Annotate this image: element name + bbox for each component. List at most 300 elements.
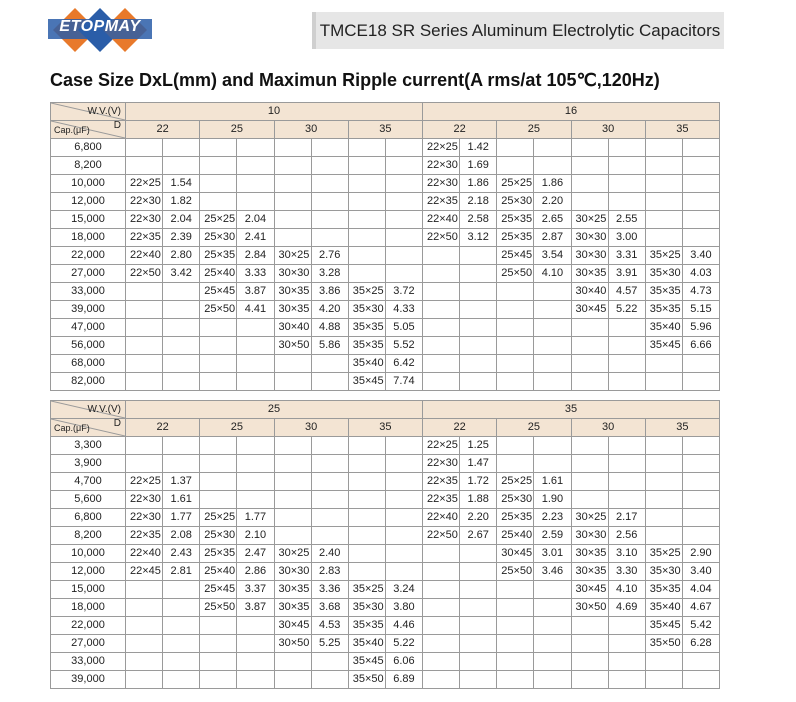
ripple-current-cell xyxy=(460,247,497,265)
ripple-current-cell: 3.91 xyxy=(608,265,645,283)
ripple-current-cell xyxy=(608,139,645,157)
case-size-cell xyxy=(126,437,163,455)
ripple-current-cell xyxy=(682,527,719,545)
case-size-cell: 35×40 xyxy=(348,635,385,653)
case-size-cell: 30×50 xyxy=(274,337,311,355)
ripple-current-cell: 5.42 xyxy=(682,617,719,635)
case-size-cell: 22×50 xyxy=(126,265,163,283)
case-size-cell xyxy=(348,509,385,527)
ripple-current-cell xyxy=(608,373,645,391)
case-size-cell xyxy=(645,671,682,689)
ripple-current-cell xyxy=(682,175,719,193)
capacitance-cell: 56,000 xyxy=(51,337,126,355)
table-row xyxy=(51,157,720,175)
ripple-current-cell xyxy=(608,319,645,337)
case-size-cell: 30×35 xyxy=(571,265,608,283)
case-size-cell xyxy=(200,653,237,671)
case-size-cell xyxy=(571,473,608,491)
case-size-cell xyxy=(200,635,237,653)
capacitance-cell: 82,000 xyxy=(51,373,126,391)
corner-cap-cell xyxy=(51,121,126,139)
case-size-cell xyxy=(497,373,534,391)
case-size-cell xyxy=(497,455,534,473)
ripple-current-cell xyxy=(311,455,348,473)
case-size-cell xyxy=(571,455,608,473)
case-size-cell: 35×30 xyxy=(348,301,385,319)
ripple-current-cell: 1.90 xyxy=(534,491,571,509)
case-size-cell xyxy=(423,617,460,635)
case-size-cell xyxy=(497,617,534,635)
case-size-cell: 22×50 xyxy=(423,229,460,247)
case-size-cell xyxy=(645,373,682,391)
ripple-current-cell: 2.18 xyxy=(460,193,497,211)
ripple-current-cell: 2.17 xyxy=(608,509,645,527)
ripple-current-cell xyxy=(682,355,719,373)
case-size-cell xyxy=(126,635,163,653)
d-label: D xyxy=(113,120,121,131)
ripple-current-cell: 2.41 xyxy=(237,229,274,247)
case-size-cell xyxy=(423,599,460,617)
logo-text: ETOPMAY xyxy=(59,18,141,35)
case-size-cell xyxy=(645,157,682,175)
case-size-cell: 35×45 xyxy=(645,337,682,355)
ripple-current-cell xyxy=(237,491,274,509)
case-size-cell: 30×30 xyxy=(571,229,608,247)
case-size-cell xyxy=(348,473,385,491)
ripple-current-cell xyxy=(460,301,497,319)
table-row xyxy=(51,355,720,373)
ripple-current-cell: 6.28 xyxy=(682,635,719,653)
diameter-header: 22 xyxy=(423,121,497,139)
ripple-current-cell xyxy=(385,193,422,211)
ripple-current-cell: 3.87 xyxy=(237,599,274,617)
case-size-cell xyxy=(423,265,460,283)
ripple-current-cell: 2.87 xyxy=(534,229,571,247)
ripple-current-cell xyxy=(608,491,645,509)
ripple-current-cell xyxy=(385,455,422,473)
diameter-header: 35 xyxy=(348,419,422,437)
ripple-current-cell xyxy=(460,355,497,373)
case-size-cell: 30×35 xyxy=(571,545,608,563)
case-size-cell xyxy=(126,139,163,157)
case-size-cell: 25×25 xyxy=(497,473,534,491)
corner-cap-cell xyxy=(51,419,126,437)
table-row xyxy=(51,265,720,283)
case-size-cell: 30×30 xyxy=(274,563,311,581)
ripple-current-cell: 3.12 xyxy=(460,229,497,247)
diameter-header: 25 xyxy=(497,121,571,139)
case-size-cell xyxy=(645,229,682,247)
ripple-current-cell: 2.04 xyxy=(237,211,274,229)
case-size-cell: 22×30 xyxy=(423,175,460,193)
ripple-current-cell xyxy=(163,337,200,355)
ripple-current-cell: 1.77 xyxy=(163,509,200,527)
case-size-cell: 30×45 xyxy=(571,581,608,599)
ripple-current-cell xyxy=(311,437,348,455)
case-size-cell: 25×50 xyxy=(200,599,237,617)
ripple-current-cell xyxy=(385,563,422,581)
case-size-cell: 35×35 xyxy=(348,319,385,337)
case-size-cell xyxy=(423,355,460,373)
diameter-header: 35 xyxy=(645,419,719,437)
ripple-current-cell xyxy=(682,157,719,175)
ripple-current-cell: 2.76 xyxy=(311,247,348,265)
ripple-current-cell xyxy=(237,653,274,671)
case-size-cell xyxy=(645,193,682,211)
ripple-current-cell xyxy=(385,247,422,265)
ripple-current-cell xyxy=(163,635,200,653)
case-size-cell: 25×35 xyxy=(200,247,237,265)
capacitance-cell: 39,000 xyxy=(51,301,126,319)
ripple-current-cell: 4.46 xyxy=(385,617,422,635)
case-size-cell xyxy=(200,491,237,509)
ripple-current-cell: 2.90 xyxy=(682,545,719,563)
case-size-cell: 30×45 xyxy=(274,617,311,635)
case-size-cell xyxy=(348,527,385,545)
case-size-cell: 35×40 xyxy=(645,319,682,337)
case-size-cell: 25×40 xyxy=(200,265,237,283)
ripple-current-cell xyxy=(311,193,348,211)
ripple-current-cell xyxy=(460,265,497,283)
ripple-current-cell: 3.31 xyxy=(608,247,645,265)
case-size-cell: 25×25 xyxy=(200,509,237,527)
case-size-cell: 25×40 xyxy=(497,527,534,545)
ripple-current-cell xyxy=(460,283,497,301)
case-size-cell xyxy=(497,599,534,617)
case-size-cell: 35×35 xyxy=(348,337,385,355)
ripple-current-cell xyxy=(682,193,719,211)
table-row xyxy=(51,527,720,545)
case-size-cell xyxy=(348,563,385,581)
case-size-cell: 30×50 xyxy=(571,599,608,617)
table-row xyxy=(51,301,720,319)
ripple-current-cell: 2.58 xyxy=(460,211,497,229)
ripple-current-cell: 2.43 xyxy=(163,545,200,563)
diameter-header: 30 xyxy=(274,419,348,437)
case-size-cell xyxy=(423,301,460,319)
diameter-header-row xyxy=(51,121,720,139)
case-size-cell xyxy=(126,337,163,355)
case-size-cell xyxy=(423,319,460,337)
case-size-cell: 25×30 xyxy=(200,229,237,247)
ripple-current-cell xyxy=(682,491,719,509)
ripple-current-cell xyxy=(163,581,200,599)
ripple-current-cell xyxy=(311,355,348,373)
ripple-current-cell: 6.89 xyxy=(385,671,422,689)
case-size-cell xyxy=(571,617,608,635)
ripple-current-cell xyxy=(534,319,571,337)
capacitance-cell: 3,900 xyxy=(51,455,126,473)
case-size-cell xyxy=(645,437,682,455)
case-size-cell xyxy=(348,229,385,247)
ripple-current-cell xyxy=(237,617,274,635)
case-size-cell xyxy=(126,653,163,671)
ripple-current-cell: 2.59 xyxy=(534,527,571,545)
case-size-cell: 30×45 xyxy=(497,545,534,563)
table-row xyxy=(51,563,720,581)
case-size-cell: 35×25 xyxy=(645,545,682,563)
case-size-cell xyxy=(423,563,460,581)
case-size-cell xyxy=(497,355,534,373)
case-size-cell: 25×30 xyxy=(497,491,534,509)
case-size-cell xyxy=(126,319,163,337)
ripple-current-cell xyxy=(385,527,422,545)
case-size-cell xyxy=(274,527,311,545)
capacitance-cell: 27,000 xyxy=(51,265,126,283)
ripple-current-cell xyxy=(385,265,422,283)
table-row xyxy=(51,373,720,391)
case-size-cell xyxy=(571,175,608,193)
ripple-current-cell xyxy=(608,175,645,193)
diameter-header: 25 xyxy=(200,121,274,139)
ripple-current-cell: 7.74 xyxy=(385,373,422,391)
ripple-current-cell xyxy=(311,671,348,689)
case-size-cell xyxy=(497,437,534,455)
case-size-cell xyxy=(571,319,608,337)
ripple-current-cell: 3.01 xyxy=(534,545,571,563)
case-size-cell xyxy=(274,157,311,175)
capacitance-cell: 27,000 xyxy=(51,635,126,653)
case-size-cell: 22×40 xyxy=(126,247,163,265)
case-size-cell xyxy=(423,247,460,265)
ripple-current-cell: 1.61 xyxy=(534,473,571,491)
voltage-header: 16 xyxy=(423,103,720,121)
ripple-current-cell xyxy=(311,653,348,671)
ripple-current-cell xyxy=(163,301,200,319)
ripple-current-cell xyxy=(163,139,200,157)
case-size-cell xyxy=(348,211,385,229)
case-size-cell xyxy=(645,491,682,509)
ripple-current-cell: 5.22 xyxy=(608,301,645,319)
document-title: TMCE18 SR Series Aluminum Electrolytic Capacitors xyxy=(312,12,724,49)
case-size-cell xyxy=(126,599,163,617)
case-size-cell xyxy=(571,671,608,689)
ripple-current-cell xyxy=(311,373,348,391)
ripple-current-cell xyxy=(460,373,497,391)
ripple-current-cell: 4.03 xyxy=(682,265,719,283)
ripple-current-cell: 1.69 xyxy=(460,157,497,175)
diameter-header-row xyxy=(51,419,720,437)
ripple-current-cell xyxy=(237,139,274,157)
case-size-cell: 22×30 xyxy=(126,193,163,211)
ripple-current-cell xyxy=(534,355,571,373)
case-size-cell: 22×25 xyxy=(423,139,460,157)
ripple-current-cell: 4.41 xyxy=(237,301,274,319)
ripple-current-cell: 4.57 xyxy=(608,283,645,301)
case-size-cell: 35×35 xyxy=(348,617,385,635)
table-row xyxy=(51,473,720,491)
ripple-current-cell xyxy=(534,671,571,689)
case-size-cell xyxy=(497,319,534,337)
capacitance-cell: 18,000 xyxy=(51,229,126,247)
case-size-cell xyxy=(274,473,311,491)
case-size-cell: 35×40 xyxy=(645,599,682,617)
ripple-current-cell xyxy=(237,355,274,373)
capacitance-cell: 18,000 xyxy=(51,599,126,617)
ripple-current-cell: 2.55 xyxy=(608,211,645,229)
ripple-current-cell xyxy=(608,455,645,473)
ripple-current-cell xyxy=(608,355,645,373)
case-size-cell xyxy=(423,581,460,599)
ripple-current-cell: 1.47 xyxy=(460,455,497,473)
ripple-current-cell: 5.22 xyxy=(385,635,422,653)
capacitance-cell: 3,300 xyxy=(51,437,126,455)
ripple-current-cell: 2.20 xyxy=(534,193,571,211)
ripple-current-cell xyxy=(163,437,200,455)
diameter-header: 25 xyxy=(497,419,571,437)
case-size-cell xyxy=(497,139,534,157)
ripple-current-cell: 1.82 xyxy=(163,193,200,211)
capacitance-cell: 12,000 xyxy=(51,193,126,211)
case-size-cell xyxy=(348,545,385,563)
ripple-current-cell xyxy=(163,455,200,473)
ripple-current-cell: 3.00 xyxy=(608,229,645,247)
ripple-current-cell xyxy=(311,229,348,247)
voltage-header: 35 xyxy=(423,401,720,419)
case-size-cell xyxy=(348,175,385,193)
case-size-cell xyxy=(274,211,311,229)
ripple-current-cell: 5.96 xyxy=(682,319,719,337)
diameter-header: 22 xyxy=(126,121,200,139)
case-size-cell xyxy=(423,653,460,671)
capacitance-cell: 33,000 xyxy=(51,283,126,301)
case-size-cell: 22×40 xyxy=(423,509,460,527)
case-size-cell xyxy=(497,581,534,599)
ripple-current-cell xyxy=(608,635,645,653)
ripple-current-cell xyxy=(608,437,645,455)
case-size-cell xyxy=(274,653,311,671)
case-size-cell xyxy=(497,157,534,175)
case-size-cell xyxy=(497,337,534,355)
ripple-current-cell xyxy=(311,139,348,157)
ripple-current-cell xyxy=(608,671,645,689)
case-size-cell xyxy=(200,455,237,473)
ripple-current-cell xyxy=(682,455,719,473)
case-size-cell xyxy=(645,139,682,157)
ripple-current-cell xyxy=(237,319,274,337)
case-size-cell xyxy=(645,653,682,671)
ripple-current-cell: 5.52 xyxy=(385,337,422,355)
ripple-table-25v-35v xyxy=(50,400,720,689)
ripple-current-cell xyxy=(682,211,719,229)
ripple-current-cell: 4.73 xyxy=(682,283,719,301)
case-size-cell: 30×25 xyxy=(274,545,311,563)
case-size-cell xyxy=(200,175,237,193)
case-size-cell xyxy=(348,193,385,211)
case-size-cell: 35×30 xyxy=(645,563,682,581)
ripple-current-cell: 1.54 xyxy=(163,175,200,193)
ripple-current-cell xyxy=(237,437,274,455)
case-size-cell xyxy=(200,157,237,175)
ripple-current-cell: 3.80 xyxy=(385,599,422,617)
ripple-current-cell: 2.10 xyxy=(237,527,274,545)
case-size-cell: 35×25 xyxy=(645,247,682,265)
ripple-current-cell: 6.66 xyxy=(682,337,719,355)
table-row xyxy=(51,599,720,617)
ripple-current-cell: 2.08 xyxy=(163,527,200,545)
ripple-current-cell xyxy=(608,473,645,491)
case-size-cell xyxy=(274,139,311,157)
case-size-cell: 30×40 xyxy=(274,319,311,337)
case-size-cell xyxy=(571,355,608,373)
case-size-cell: 22×45 xyxy=(126,563,163,581)
diameter-header: 22 xyxy=(126,419,200,437)
table-row xyxy=(51,319,720,337)
capacitance-cell: 6,800 xyxy=(51,509,126,527)
ripple-current-cell xyxy=(163,373,200,391)
ripple-current-cell: 2.47 xyxy=(237,545,274,563)
case-size-cell xyxy=(645,527,682,545)
ripple-current-cell: 2.23 xyxy=(534,509,571,527)
ripple-current-cell: 3.40 xyxy=(682,563,719,581)
ripple-current-cell xyxy=(385,175,422,193)
diameter-header: 22 xyxy=(423,419,497,437)
case-size-cell: 22×35 xyxy=(126,527,163,545)
case-size-cell xyxy=(126,355,163,373)
case-size-cell: 25×30 xyxy=(497,193,534,211)
case-size-cell xyxy=(126,373,163,391)
ripple-current-cell: 5.15 xyxy=(682,301,719,319)
ripple-current-cell xyxy=(237,473,274,491)
ripple-current-cell xyxy=(385,157,422,175)
ripple-current-cell: 3.24 xyxy=(385,581,422,599)
wv-label: W.V.(V) xyxy=(87,404,121,415)
case-size-cell xyxy=(571,157,608,175)
ripple-current-cell xyxy=(385,139,422,157)
ripple-current-cell: 2.81 xyxy=(163,563,200,581)
case-size-cell: 22×40 xyxy=(126,545,163,563)
ripple-current-cell xyxy=(460,337,497,355)
case-size-cell: 30×45 xyxy=(571,301,608,319)
case-size-cell xyxy=(571,139,608,157)
table-row xyxy=(51,617,720,635)
ripple-current-cell: 2.20 xyxy=(460,509,497,527)
ripple-current-cell xyxy=(163,653,200,671)
case-size-cell xyxy=(126,581,163,599)
case-size-cell: 22×40 xyxy=(423,211,460,229)
ripple-current-cell xyxy=(608,157,645,175)
ripple-current-cell xyxy=(534,301,571,319)
case-size-cell: 25×25 xyxy=(497,175,534,193)
capacitance-cell: 22,000 xyxy=(51,617,126,635)
case-size-cell: 35×45 xyxy=(348,653,385,671)
case-size-cell: 30×50 xyxy=(274,635,311,653)
cap-label: Cap.(μF) xyxy=(54,125,90,135)
ripple-current-cell: 1.72 xyxy=(460,473,497,491)
case-size-cell: 30×30 xyxy=(571,247,608,265)
ripple-current-cell: 2.39 xyxy=(163,229,200,247)
ripple-current-cell: 4.53 xyxy=(311,617,348,635)
ripple-current-cell: 3.33 xyxy=(237,265,274,283)
case-size-cell xyxy=(497,301,534,319)
case-size-cell xyxy=(274,229,311,247)
ripple-current-cell xyxy=(163,157,200,175)
capacitance-cell: 5,600 xyxy=(51,491,126,509)
case-size-cell: 35×25 xyxy=(348,283,385,301)
table-row xyxy=(51,337,720,355)
table-row xyxy=(51,455,720,473)
ripple-current-cell: 3.37 xyxy=(237,581,274,599)
ripple-current-cell xyxy=(460,617,497,635)
case-size-cell xyxy=(126,455,163,473)
ripple-current-cell xyxy=(534,373,571,391)
ripple-current-cell: 1.37 xyxy=(163,473,200,491)
ripple-current-cell xyxy=(460,599,497,617)
d-label: D xyxy=(113,418,121,429)
ripple-current-cell: 3.10 xyxy=(608,545,645,563)
ripple-current-cell xyxy=(608,617,645,635)
ripple-current-cell xyxy=(534,455,571,473)
